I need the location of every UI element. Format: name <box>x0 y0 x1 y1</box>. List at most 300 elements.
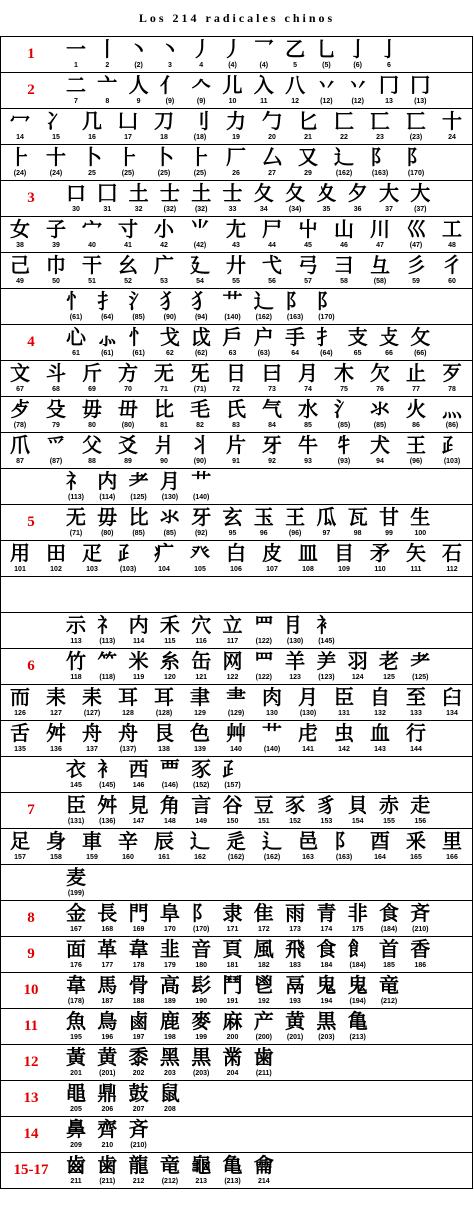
radical-cell <box>77 253 107 288</box>
radical-glyph: 亠 <box>97 73 118 97</box>
radical-cell <box>249 901 279 936</box>
radical-number: (152) <box>193 782 210 789</box>
radical-cell <box>113 685 143 720</box>
radical-number: (86) <box>445 422 459 429</box>
radical-number: 107 <box>266 566 278 573</box>
radical-cell <box>124 37 154 72</box>
radical-cell <box>293 397 323 432</box>
radical-glyph: 舛 <box>97 793 118 817</box>
radical-glyph: 瓦 <box>347 505 368 529</box>
radical-cell <box>149 217 179 252</box>
radical-number: 185 <box>383 962 395 969</box>
radical-cell <box>124 469 154 504</box>
radical-glyph: 肉 <box>262 685 282 709</box>
radical-number: 152 <box>289 818 301 825</box>
radical-number: 99 <box>385 530 393 537</box>
radical-number: (13) <box>414 98 427 105</box>
radical-glyph: 牛 <box>298 433 318 457</box>
radical-number: 62 <box>165 350 174 357</box>
radical-number: (184) <box>380 926 398 933</box>
radical-number: 91 <box>232 458 240 465</box>
radical-glyph: 厂 <box>226 145 246 169</box>
stroke-count-label: 4 <box>27 334 35 350</box>
radical-number: 127 <box>50 710 62 717</box>
radical-number: (63) <box>257 350 271 357</box>
radical-glyph: 辰 <box>154 829 174 853</box>
radical-cell <box>124 1153 154 1188</box>
radical-number: (136) <box>99 818 116 825</box>
radical-number: 172 <box>257 926 270 933</box>
radical-cell <box>124 757 154 792</box>
radical-glyph: 舟 <box>82 721 102 745</box>
radical-number: (62) <box>194 350 208 357</box>
radical-number: 37 <box>385 206 393 213</box>
radical-number: 146 <box>132 782 145 789</box>
radical-number: 201 <box>70 1070 82 1077</box>
radical-number: (92) <box>194 530 208 537</box>
radical-number: 75 <box>340 386 348 393</box>
radical-glyph: 儿 <box>222 73 243 97</box>
radical-number: 141 <box>302 746 314 753</box>
radical-number: 123 <box>289 674 301 681</box>
radical-cell <box>218 901 248 936</box>
radical-number: (4) <box>228 62 237 69</box>
radical-glyph: 石 <box>442 541 462 565</box>
radical-glyph: 氺 <box>370 397 390 421</box>
radical-number: 9 <box>136 98 141 105</box>
radical-number: (194) <box>349 998 366 1005</box>
radical-cell <box>61 613 91 648</box>
radical-row <box>0 72 473 108</box>
radical-cell <box>257 145 287 180</box>
radical-number: 109 <box>338 566 350 573</box>
radical-cell <box>185 361 215 396</box>
radical-number: (210) <box>412 926 429 933</box>
radical-glyph: 罒 <box>253 649 274 673</box>
radical-glyph: 士 <box>159 181 180 205</box>
radical-cell <box>77 397 107 432</box>
radical-glyph: 廴 <box>190 253 210 277</box>
radical-cell <box>329 361 359 396</box>
radical-glyph: 犬 <box>370 433 390 457</box>
radical-number: 204 <box>226 1070 239 1077</box>
radical-row <box>0 756 473 792</box>
radical-cell <box>293 217 323 252</box>
radical-number: 205 <box>70 1106 82 1113</box>
radical-cell <box>374 973 404 1008</box>
radical-cell <box>329 829 359 864</box>
radical-cell <box>92 325 122 360</box>
radical-number: 77 <box>412 386 420 393</box>
radical-number: 23 <box>376 134 384 141</box>
radical-cell <box>249 1153 279 1188</box>
radical-number: 5 <box>293 62 298 69</box>
radical-glyph: 巾 <box>46 253 66 277</box>
radical-glyph: 扌 <box>316 325 337 349</box>
radical-number: (64) <box>320 350 333 357</box>
radical-cell <box>249 325 279 360</box>
radical-row <box>0 612 473 648</box>
radical-glyph: 大 <box>410 181 431 205</box>
radical-glyph: 辶 <box>253 289 274 313</box>
page-title: Los 214 radicales chinos <box>138 11 336 25</box>
radical-glyph: 阝 <box>406 145 426 169</box>
radical-cell <box>365 145 395 180</box>
radical-cell <box>113 253 143 288</box>
radical-cell <box>155 757 185 792</box>
radical-glyph: 木 <box>334 361 354 385</box>
radical-glyph: 鬯 <box>253 973 274 997</box>
radical-glyph: 革 <box>97 937 118 961</box>
radical-number: 73 <box>268 386 276 393</box>
radical-glyph: 无 <box>154 361 174 385</box>
radical-number: 151 <box>257 818 270 825</box>
radical-cell <box>343 901 373 936</box>
radical-number: (80) <box>101 530 114 537</box>
radical-number: 97 <box>322 530 331 537</box>
radical-glyph: 冂 <box>410 73 431 97</box>
radical-cell <box>311 181 341 216</box>
radical-number: (12) <box>351 98 364 105</box>
radical-glyph: 飠 <box>347 937 368 961</box>
radical-glyph: 工 <box>442 217 462 241</box>
radical-cell <box>249 937 279 972</box>
radical-glyph: 馬 <box>97 973 118 997</box>
radical-cell <box>257 541 287 576</box>
radical-row <box>0 864 473 900</box>
radical-glyph: 一 <box>66 37 86 61</box>
radical-glyph: 飛 <box>285 937 306 961</box>
radical-number: 171 <box>226 926 239 933</box>
radical-number: 195 <box>70 1034 82 1041</box>
radical-number: 139 <box>194 746 206 753</box>
radical-glyph: 丷 <box>347 73 368 97</box>
radical-glyph: 龍 <box>128 1153 149 1177</box>
radical-number: (90) <box>193 458 207 465</box>
radical-number: 142 <box>338 746 350 753</box>
radical-cell <box>5 253 35 288</box>
radical-glyph: 广 <box>154 253 174 277</box>
radical-glyph: 刀 <box>154 109 174 133</box>
radical-number: 138 <box>158 746 170 753</box>
radical-glyph: ⺪ <box>442 433 462 457</box>
radical-number: (162) <box>227 854 245 861</box>
radical-number: (24) <box>49 170 63 177</box>
radical-cell <box>155 505 185 540</box>
radical-glyph: 冖 <box>10 109 30 133</box>
radical-cell <box>329 253 359 288</box>
radical-cell <box>61 1117 91 1152</box>
radical-row <box>0 936 473 972</box>
radical-number: (93) <box>337 458 351 465</box>
radical-cell <box>374 73 404 108</box>
radical-cell <box>61 649 91 684</box>
radical-glyph: ⻍ <box>262 829 282 853</box>
radical-glyph: 耂 <box>410 649 431 673</box>
radical-cell <box>405 793 435 828</box>
radical-number: 177 <box>101 962 114 969</box>
radical-glyph: 玄 <box>222 505 243 529</box>
radical-cell <box>257 217 287 252</box>
radical-glyph: 犭 <box>191 289 212 313</box>
radical-cell <box>343 73 373 108</box>
radical-number: 154 <box>351 818 364 825</box>
radical-number: 188 <box>132 998 145 1005</box>
radical-number: 1 <box>74 62 78 69</box>
radical-number: 103 <box>86 566 98 573</box>
radical-cell <box>41 829 71 864</box>
radical-glyph: 阝 <box>370 145 390 169</box>
radical-row <box>0 1116 473 1152</box>
radical-cell <box>249 1045 279 1080</box>
radical-number: 206 <box>101 1106 114 1113</box>
radical-number: 113 <box>70 638 82 645</box>
radical-cell <box>186 793 216 828</box>
radical-number: (125) <box>130 494 147 501</box>
radical-number: 136 <box>50 746 62 753</box>
radical-cell <box>329 397 359 432</box>
radical-glyph: 毌 <box>118 397 138 421</box>
radical-glyph: 王 <box>406 433 426 457</box>
radical-glyph: 囗 <box>97 181 118 205</box>
radical-glyph: 食 <box>379 901 399 925</box>
radical-cell <box>61 937 91 972</box>
radical-number: 207 <box>132 1106 145 1113</box>
radical-glyph: 足 <box>10 829 30 853</box>
radical-glyph: 阜 <box>159 901 180 925</box>
radical-number: 155 <box>383 818 395 825</box>
radical-cell <box>61 325 91 360</box>
radical-number: (87) <box>49 458 63 465</box>
radical-number: (199) <box>67 890 85 897</box>
radical-cell <box>155 469 185 504</box>
radical-cell <box>249 793 279 828</box>
radical-glyph: 刂 <box>190 109 210 133</box>
radical-number: 12 <box>291 98 299 105</box>
radical-glyph: 食 <box>316 937 337 961</box>
radical-number: 90 <box>160 458 168 465</box>
radical-glyph: 卜 <box>82 145 102 169</box>
radical-glyph: 匚 <box>334 109 354 133</box>
radical-number: 199 <box>195 1034 208 1041</box>
radical-number: (18) <box>193 134 207 141</box>
radical-glyph: 隶 <box>222 901 243 925</box>
radical-number: 27 <box>268 170 276 177</box>
radical-glyph: 寸 <box>118 217 138 241</box>
radical-cell <box>155 973 185 1008</box>
radical-glyph: 阝 <box>316 289 337 313</box>
radical-cell <box>149 145 179 180</box>
radical-number: (211) <box>255 1070 272 1077</box>
radical-glyph: 香 <box>410 937 431 961</box>
radical-cell <box>155 901 185 936</box>
radical-cell <box>311 73 341 108</box>
stroke-count-label: 6 <box>27 658 35 674</box>
radical-number: 11 <box>260 98 268 105</box>
radical-glyph: 黑 <box>159 1045 180 1069</box>
radical-number: 194 <box>320 998 333 1005</box>
radical-cell <box>374 505 404 540</box>
radical-glyph: 几 <box>82 109 102 133</box>
radical-cell <box>124 613 154 648</box>
radical-number: 164 <box>374 854 386 861</box>
radical-glyph: 黃 <box>66 1045 86 1069</box>
radical-glyph: 罒 <box>253 613 274 637</box>
stroke-count-label: 2 <box>27 82 35 98</box>
radical-cell <box>437 217 467 252</box>
radical-cell <box>185 253 215 288</box>
radical-cell <box>311 1009 341 1044</box>
radical-cell <box>329 109 359 144</box>
radical-number: 87 <box>16 458 24 465</box>
radical-cell <box>5 685 35 720</box>
radical-glyph: 片 <box>226 433 246 457</box>
radical-cell <box>257 685 287 720</box>
radical-number: 4 <box>199 62 204 69</box>
radical-glyph: 耒 <box>46 685 66 709</box>
radical-number: 25 <box>88 170 96 177</box>
radical-cell <box>405 901 435 936</box>
radical-glyph: 髟 <box>191 973 212 997</box>
radical-cell <box>249 973 279 1008</box>
radical-glyph: 長 <box>97 901 118 925</box>
radical-row <box>0 288 473 324</box>
radical-cell <box>186 289 216 324</box>
radical-number: 131 <box>338 710 350 717</box>
radical-cell <box>77 721 107 756</box>
radical-number: 183 <box>289 962 301 969</box>
radical-number: 168 <box>101 926 114 933</box>
radical-glyph: 貝 <box>347 793 368 817</box>
radical-number: (61) <box>69 314 83 321</box>
radical-glyph: 攵 <box>410 325 431 349</box>
radical-number: (25) <box>121 170 135 177</box>
radical-glyph: 老 <box>379 649 399 673</box>
radical-number: 140 <box>230 746 242 753</box>
radical-glyph: 身 <box>46 829 66 853</box>
radical-glyph: 白 <box>226 541 246 565</box>
radical-number: (170) <box>193 926 210 933</box>
radical-cell <box>374 37 404 72</box>
radical-cell <box>365 397 395 432</box>
radical-cell <box>293 433 323 468</box>
radical-row <box>0 576 473 612</box>
radical-number: 187 <box>101 998 114 1005</box>
radical-glyph: 弋 <box>262 253 282 277</box>
radical-number: (212) <box>161 1178 179 1185</box>
radical-glyph: 比 <box>128 505 149 529</box>
radical-cell <box>280 325 310 360</box>
radical-number: (203) <box>318 1034 335 1041</box>
radical-cell <box>92 505 122 540</box>
radical-cell <box>92 181 122 216</box>
radical-number: 150 <box>226 818 239 825</box>
radical-glyph: 艮 <box>154 721 174 745</box>
radical-glyph: 十 <box>442 109 462 133</box>
radical-number: 74 <box>304 386 312 393</box>
radical-glyph: 鬼 <box>316 973 337 997</box>
radical-glyph: 金 <box>66 901 86 925</box>
stroke-count-label: 1 <box>27 46 35 62</box>
radical-glyph: 斗 <box>46 361 66 385</box>
radical-glyph: 冫 <box>46 109 66 133</box>
radical-cell <box>218 37 248 72</box>
radical-number: 157 <box>14 854 26 861</box>
radical-glyph: 彐 <box>334 253 354 277</box>
radical-cell <box>343 505 373 540</box>
radical-cell <box>365 433 395 468</box>
radical-number: 104 <box>158 566 170 573</box>
radical-cell <box>280 937 310 972</box>
radical-cell <box>221 685 251 720</box>
radical-cell <box>185 721 215 756</box>
radical-glyph: ⺝ <box>285 613 306 637</box>
radical-number: 94 <box>376 458 384 465</box>
radical-number: 118 <box>70 674 82 681</box>
radical-cell <box>185 145 215 180</box>
radical-number: (212) <box>380 998 398 1005</box>
radical-glyph: 亀 <box>347 1009 368 1033</box>
radical-number: (146) <box>161 782 179 789</box>
radical-cell <box>185 685 215 720</box>
radical-cell <box>124 937 154 972</box>
radical-number: 126 <box>14 710 26 717</box>
radical-cell <box>124 73 154 108</box>
stroke-count-label: 9 <box>27 946 35 962</box>
radical-glyph: 麥 <box>191 1009 212 1033</box>
radical-cell <box>92 1081 122 1116</box>
radical-number: (162) <box>335 170 353 177</box>
radical-cell <box>365 253 395 288</box>
radical-number: (32) <box>194 206 208 213</box>
radical-cell <box>280 1009 310 1044</box>
radical-glyph: 卜 <box>154 145 174 169</box>
radical-glyph: 黄 <box>97 1045 118 1069</box>
radical-cell <box>149 397 179 432</box>
radical-row <box>0 468 473 504</box>
radical-number: 213 <box>195 1178 208 1185</box>
radical-cell <box>186 73 216 108</box>
radical-cell <box>405 181 435 216</box>
radical-row <box>0 252 473 288</box>
radical-glyph: 忄 <box>128 325 149 349</box>
radical-glyph: 歯 <box>253 1045 274 1069</box>
radical-glyph: 龜 <box>191 1153 212 1177</box>
radical-cell <box>280 289 310 324</box>
radical-number: 65 <box>353 350 362 357</box>
radical-glyph: ⺊ <box>10 145 30 169</box>
radical-cell <box>329 217 359 252</box>
radical-number: 47 <box>376 242 384 249</box>
radical-cell <box>257 253 287 288</box>
radical-cell <box>92 793 122 828</box>
radical-glyph: 鼠 <box>159 1081 180 1105</box>
radical-number: (127) <box>83 710 101 717</box>
radical-row <box>0 504 473 540</box>
radical-cell <box>437 109 467 144</box>
radical-number: (66) <box>414 350 427 357</box>
radical-glyph: 麦 <box>66 865 86 889</box>
radical-cell <box>329 145 359 180</box>
radical-cell <box>343 325 373 360</box>
radical-glyph: 車 <box>82 829 102 853</box>
radical-cell <box>280 793 310 828</box>
radical-number: 96 <box>259 530 268 537</box>
radical-number: 93 <box>304 458 312 465</box>
radical-glyph: 青 <box>316 901 337 925</box>
radical-number: 78 <box>448 386 456 393</box>
radical-number: (203) <box>193 1070 210 1077</box>
